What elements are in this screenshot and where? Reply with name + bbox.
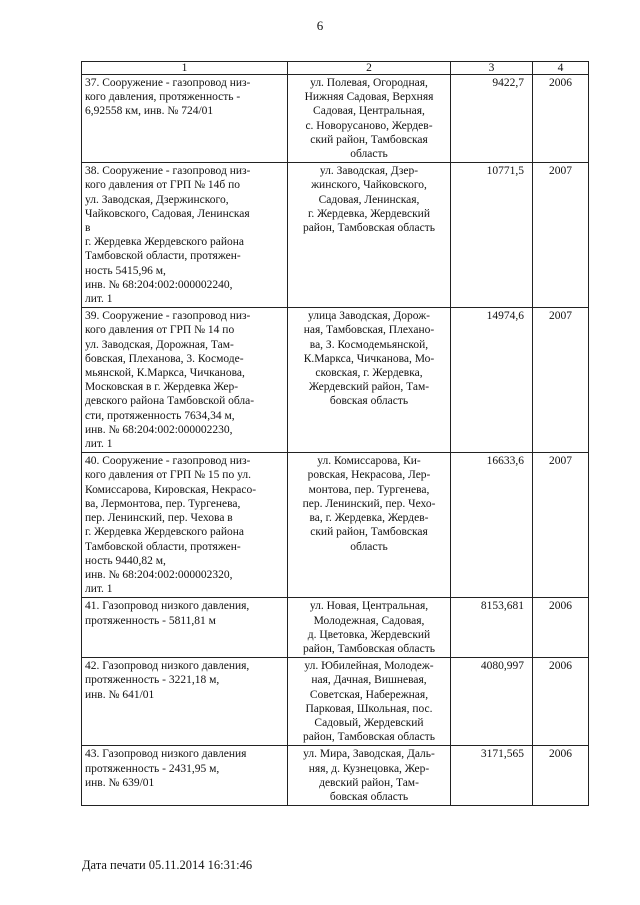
- object-description-cell: 43. Газопровод низкого давления протяженность - 2431,95 м, инв. № 639/01: [82, 746, 288, 806]
- object-description-cell: 40. Сооружение - газопровод низ- кого давления от ГРП № 15 по ул. Комиссарова, Кировская, Некрасо- ва, Лермонтова, пер. Тургенева, пер. Ленинский, пер. Чехова в г. Жердевка Жердевского района Тамбовской области, протяжен- ность 9440,82 м, инв. № 68:204:002:000002320, лит. 1: [82, 453, 288, 598]
- page-number: 6: [316, 18, 324, 33]
- object-address-cell: ул. Полевая, Огородная, Нижняя Садовая, Верхняя Садовая, Центральная, с. Новорусаново, Жердев- ский район, Тамбовская область: [288, 75, 451, 163]
- object-value-cell: 14974,6: [451, 308, 533, 453]
- object-description-cell: 41. Газопровод низкого давления, протяженность - 5811,81 м: [82, 598, 288, 658]
- object-description-cell: 42. Газопровод низкого давления, протяженность - 3221,18 м, инв. № 641/01: [82, 658, 288, 746]
- object-year-cell: 2007: [533, 453, 589, 598]
- print-date: Дата печати 05.11.2014 16:31:46: [82, 858, 253, 872]
- object-year-cell: 2006: [533, 746, 589, 806]
- object-year-cell: 2007: [533, 308, 589, 453]
- table-row: [82, 746, 589, 806]
- object-year-cell: 2006: [533, 598, 589, 658]
- object-year-cell: 2007: [533, 163, 589, 308]
- object-description-cell: 37. Сооружение - газопровод низ- кого давления, протяженность - 6,92558 км, инв. № 724/01: [82, 75, 288, 163]
- table-row: [82, 308, 589, 453]
- object-address-cell: ул. Комиссарова, Ки- ровская, Некрасова, Лер- монтова, пер. Тургенева, пер. Ленинский, пер. Чехо- ва, г. Жердевка, Жердев- ский район, Тамбовская область: [288, 453, 451, 598]
- column-header-2: 2: [288, 62, 451, 75]
- object-value-cell: 16633,6: [451, 453, 533, 598]
- object-year-cell: 2006: [533, 75, 589, 163]
- object-address-cell: ул. Юбилейная, Молодеж- ная, Дачная, Вишневая, Советская, Набережная, Парковая, Школьная, пос. Садовый, Жердевский район, Тамбовская область: [288, 658, 451, 746]
- object-value-cell: 8153,681: [451, 598, 533, 658]
- object-description-cell: 39. Сооружение - газопровод низ- кого давления от ГРП № 14 по ул. Заводская, Дорожная, Там- бовская, Плеханова, 3. Космоде- мьянской, К.Маркса, Чичканова, Московская в г. Жердевка Жер- девского района Тамбовской обла- сти, протяженность 7634,34 м, инв. № 68:204:002:000002230, лит. 1: [82, 308, 288, 453]
- object-year-cell: 2006: [533, 658, 589, 746]
- table-row: [82, 75, 589, 163]
- object-value-cell: 3171,565: [451, 746, 533, 806]
- object-value-cell: 10771,5: [451, 163, 533, 308]
- column-header-3: 3: [451, 62, 533, 75]
- object-address-cell: ул. Новая, Центральная, Молодежная, Садовая, д. Цветовка, Жердевский район, Тамбовская область: [288, 598, 451, 658]
- table-row: [82, 163, 589, 308]
- object-address-cell: ул. Заводская, Дзер- жинского, Чайковского, Садовая, Ленинская, г. Жердевка, Жердевский район, Тамбовская область: [288, 163, 451, 308]
- object-address-cell: улица Заводская, Дорож- ная, Тамбовская, Плехано- ва, З. Космодемьянской, К.Маркса, Чичканова, Мо- сковская, г. Жердевка, Жердевский район, Там- бовская область: [288, 308, 451, 453]
- table-row: [82, 598, 589, 658]
- table-header-row: [82, 62, 589, 75]
- object-value-cell: 9422,7: [451, 75, 533, 163]
- object-description-cell: 38. Сооружение - газопровод низ- кого давления от ГРП № 14б по ул. Заводская, Дзержинского, Чайковского, Садовая, Ленинская в г. Жердевка Жердевского района Тамбовской области, протяжен- ность 5415,96 м, инв. № 68:204:002:000002240, лит. 1: [82, 163, 288, 308]
- table-row: [82, 453, 589, 598]
- object-value-cell: 4080,997: [451, 658, 533, 746]
- column-header-1: 1: [82, 62, 288, 75]
- property-table: [81, 61, 589, 806]
- table-row: [82, 658, 589, 746]
- column-header-4: 4: [533, 62, 589, 75]
- object-address-cell: ул. Мира, Заводская, Даль- няя, д. Кузнецовка, Жер- девский район, Там- бовская область: [288, 746, 451, 806]
